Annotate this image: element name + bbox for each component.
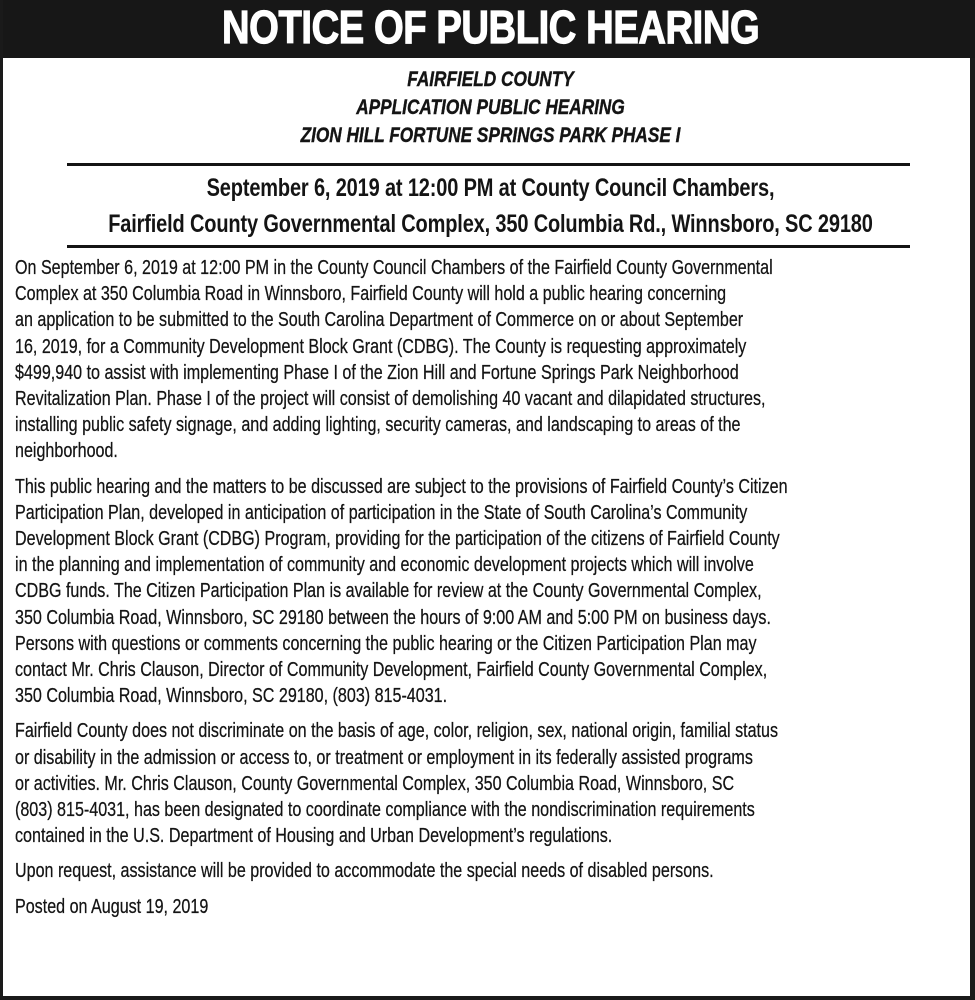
text-line: Complex at 350 Columbia Road in Winnsboro, Fairfield County will hold a public hearing concerning [15,282,727,306]
text-line: contained in the U.S. Department of Housing and Urban Development’s regulations. [15,824,613,848]
event-address: Fairfield County Governmental Complex, 350 Columbia Rd., Winnsboro, SC 29180 [108,210,873,238]
text-line: or disability in the admission or access to, or treatment or employment in its federally assisted programs [15,745,753,769]
notice-subheads [3,66,975,150]
notice-body [15,255,965,929]
text-line: (803) 815-4031, has been designated to coordinate compliance with the nondiscrimination requirements [15,798,755,822]
paragraph-accessibility [15,858,965,884]
event-details [3,170,975,242]
subhead-project: ZION HILL FORTUNE SPRINGS PARK PHASE I [300,124,681,147]
text-line: This public hearing and the matters to be discussed are subject to the provisions of Fairfield County’s Citizen [15,474,788,498]
text-line: or activities. Mr. Chris Clauson, County Governmental Complex, 350 Columbia Road, Winnsboro, SC [15,771,735,795]
text-line: On September 6, 2019 at 12:00 PM in the County Council Chambers of the Fairfield County Governmental [15,256,773,279]
posted-date [15,894,965,920]
text-line: neighborhood. [15,439,118,463]
event-date-location: September 6, 2019 at 12:00 PM at County Council Chambers, [206,174,775,202]
text-line: 350 Columbia Road, Winnsboro, SC 29180 between the hours of 9:00 AM and 5:00 PM on business days. [15,605,771,629]
text-line: Revitalization Plan. Phase I of the project will consist of demolishing 40 vacant and dilapidated structures, [15,387,766,411]
subhead-application: APPLICATION PUBLIC HEARING [356,96,625,119]
text-line: installing public safety signage, and adding lighting, security cameras, and landscaping to areas of the [15,413,741,437]
text-line: an application to be submitted to the South Carolina Department of Commerce on or about September [15,308,744,332]
text-line: Development Block Grant (CDBG) Program, providing for the participation of the citizens of Fairfield County [15,527,780,551]
paragraph-nondiscrimination [15,718,965,849]
paragraph-hearing-summary [15,255,965,465]
text-line: Posted on August 19, 2019 [15,894,209,918]
text-line: Participation Plan, developed in anticipation of participation in the State of South Carolina’s Community [15,500,748,524]
divider-top [67,163,910,166]
text-line: $499,940 to assist with implementing Phase I of the Zion Hill and Fortune Springs Park Neighborhood [15,360,739,384]
divider-bottom [67,245,910,248]
subhead-county: FAIRFIELD COUNTY [407,68,574,91]
text-line: 350 Columbia Road, Winnsboro, SC 29180, (803) 815-4031. [15,684,448,708]
text-line: contact Mr. Chris Clauson, Director of Community Development, Fairfield County Governmental Complex, [15,658,768,682]
text-line: Fairfield County does not discriminate on the basis of age, color, religion, sex, national origin, familial status [15,719,779,743]
text-line: Upon request, assistance will be provided to accommodate the special needs of disabled persons. [15,859,714,883]
notice-title: NOTICE OF PUBLIC HEARING [221,1,760,53]
notice-banner [3,0,975,58]
text-line: in the planning and implementation of community and economic development projects which will involve [15,553,754,577]
text-line: CDBG funds. The Citizen Participation Plan is available for review at the County Governmental Complex, [15,579,762,603]
text-line: 16, 2019, for a Community Development Block Grant (CDBG). The County is requesting approximately [15,334,747,358]
text-line: Persons with questions or comments concerning the public hearing or the Citizen Participation Plan may [15,631,757,655]
paragraph-citizen-participation [15,474,965,710]
